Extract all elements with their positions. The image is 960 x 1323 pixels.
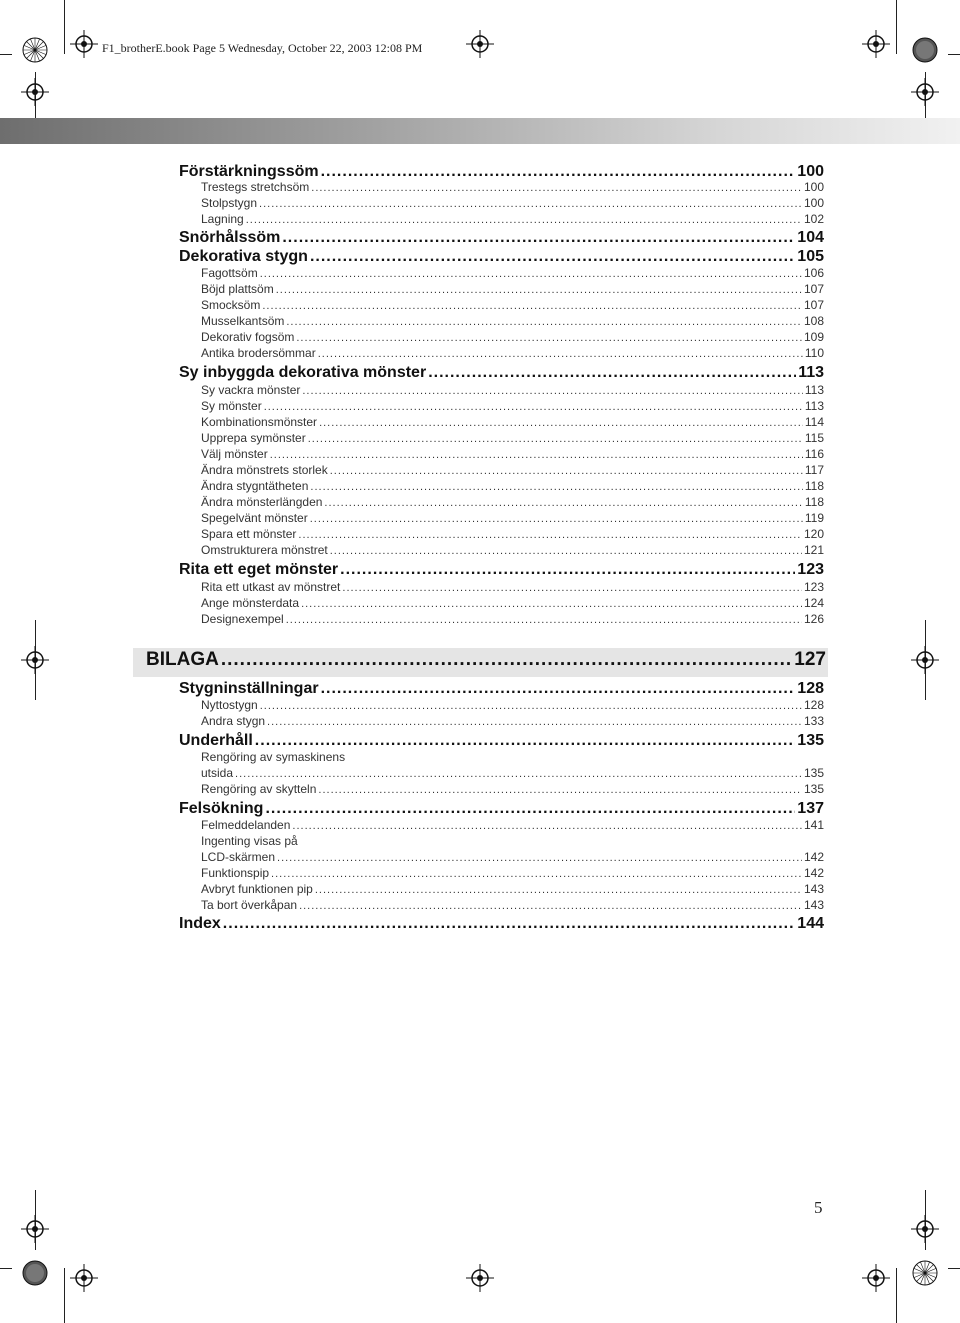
toc-entry-page: 135 [803, 766, 824, 780]
toc-entry-label: Stolpstygn [201, 196, 258, 210]
toc-chapter-entry[interactable] [179, 561, 824, 579]
dot-leader [324, 497, 802, 509]
toc-entry-page: 100 [803, 180, 824, 194]
dot-leader [246, 214, 802, 226]
toc-subentry[interactable] [201, 612, 824, 626]
dot-leader [260, 268, 802, 280]
dot-leader [298, 529, 802, 541]
toc-subentry[interactable] [201, 898, 824, 912]
toc-subentry[interactable] [201, 196, 824, 210]
toc-entry-label: Stygninställningar [179, 680, 319, 697]
dot-leader [271, 868, 802, 880]
dot-leader [310, 513, 803, 525]
toc-entry-label: Lagning [201, 212, 244, 226]
dot-leader [428, 364, 796, 382]
dot-leader [310, 481, 802, 493]
dot-leader [267, 716, 802, 728]
dot-leader [342, 582, 802, 594]
dot-leader [255, 732, 796, 750]
dot-leader [277, 852, 802, 864]
toc-entry-page: 123 [803, 580, 824, 594]
toc-entry-label: Välj mönster [201, 447, 268, 461]
dot-leader [321, 163, 796, 181]
toc-entry-label: Dekorativ fogsöm [201, 330, 295, 344]
toc-entry-label: Ta bort överkåpan [201, 898, 298, 912]
toc-subentry[interactable] [201, 850, 824, 864]
toc-subentry[interactable] [201, 399, 824, 413]
toc-entry-page: 107 [803, 298, 824, 312]
dot-leader [318, 348, 803, 360]
dot-leader [286, 614, 802, 626]
toc-entry-continued[interactable]: Rengöring av symaskinens [201, 750, 346, 764]
toc-entry-page: 143 [803, 882, 824, 896]
toc-entry-page: 114 [804, 415, 824, 429]
dot-leader [286, 316, 802, 328]
toc-entry-page: 133 [803, 714, 824, 728]
toc-entry-page: 113 [798, 364, 824, 381]
toc-subentry[interactable] [201, 314, 824, 328]
toc-subentry[interactable] [201, 415, 824, 429]
section-heading-bilaga[interactable] [146, 649, 826, 671]
toc-subentry[interactable] [201, 346, 824, 360]
toc-entry-label: Index [179, 915, 221, 932]
toc-chapter-entry[interactable] [179, 680, 824, 698]
file-info-header: F1_brotherE.book Page 5 Wednesday, October 22, 2003 12:08 PM [102, 41, 423, 55]
toc-subentry[interactable] [201, 580, 824, 594]
toc-entry-page: 123 [797, 561, 824, 578]
toc-entry-label: utsida [201, 766, 234, 780]
dot-leader [262, 300, 802, 312]
toc-entry-page: 143 [803, 898, 824, 912]
toc-entry-label: Fagottsöm [201, 266, 258, 280]
toc-subentry[interactable] [201, 882, 824, 896]
toc-subentry[interactable] [201, 714, 824, 728]
toc-subentry[interactable] [201, 463, 824, 477]
toc-entry-page: 135 [803, 782, 824, 796]
page-number: 5 [814, 1198, 823, 1217]
toc-entry-label: Ändra mönsterlängden [201, 495, 323, 509]
toc-subentry[interactable] [201, 447, 824, 461]
toc-entry-page: 128 [797, 680, 824, 697]
dot-leader [276, 284, 802, 296]
dot-leader [315, 884, 802, 896]
dot-leader [282, 229, 795, 247]
toc-entry-page: 144 [797, 915, 824, 932]
toc-entry-page: 104 [797, 229, 824, 246]
toc-subentry[interactable] [201, 479, 824, 493]
toc-subentry[interactable] [201, 596, 824, 610]
dot-leader [311, 182, 802, 194]
toc-entry-label: Snörhålssöm [179, 229, 281, 246]
toc-entry-label: Rita ett eget mönster [179, 561, 339, 578]
toc-entry-label: Rengöring av skytteln [201, 782, 317, 796]
toc-entry-label: Felmeddelanden [201, 818, 291, 832]
toc-entry-page: 118 [804, 495, 824, 509]
toc-entry-label: Upprepa symönster [201, 431, 306, 445]
dot-leader [299, 900, 802, 912]
dot-leader [264, 401, 803, 413]
dot-leader [308, 433, 803, 445]
dot-leader [310, 248, 795, 266]
toc-entry-page: 135 [797, 732, 824, 749]
dot-leader [302, 385, 802, 397]
toc-entry-label: Sy mönster [201, 399, 262, 413]
toc-entry-label: Ändra mönstrets storlek [201, 463, 328, 477]
toc-entry-label: Musselkantsöm [201, 314, 285, 328]
toc-subentry[interactable] [201, 212, 824, 226]
dot-leader [296, 332, 802, 344]
toc-entry-page: 102 [803, 212, 824, 226]
toc-entry-label: Förstärkningssöm [179, 163, 319, 180]
toc-entry-page: 110 [804, 346, 824, 360]
dot-leader [321, 680, 796, 698]
toc-subentry[interactable] [201, 543, 824, 557]
toc-entry-page: 107 [803, 282, 824, 296]
toc-entry-page: 120 [803, 527, 824, 541]
toc-chapter-entry[interactable] [179, 915, 824, 933]
toc-entry-label: Designexempel [201, 612, 284, 626]
toc-chapter-entry[interactable] [179, 364, 824, 382]
toc-entry-label: Avbryt funktionen pip [201, 882, 313, 896]
toc-entry-page: 106 [803, 266, 824, 280]
toc-subentry[interactable] [201, 180, 824, 194]
toc-subentry[interactable] [201, 266, 824, 280]
toc-entry-label: Smocksöm [201, 298, 261, 312]
toc-entry-page: 128 [803, 698, 824, 712]
toc-subentry[interactable] [201, 698, 824, 712]
toc-entry-page: 118 [804, 479, 824, 493]
toc-entry-page: 126 [803, 612, 824, 626]
toc-entry-page: 116 [804, 447, 824, 461]
dot-leader [270, 449, 803, 461]
toc-subentry[interactable] [201, 495, 824, 509]
toc-chapter-entry[interactable] [179, 163, 824, 181]
toc-entry-page: 142 [803, 866, 824, 880]
toc-subentry[interactable] [201, 527, 824, 541]
toc-subentry[interactable] [201, 330, 824, 344]
toc-entry-label: Sy vackra mönster [201, 383, 301, 397]
toc-entry-label: Sy inbyggda dekorativa mönster [179, 364, 427, 381]
toc-entry-page: 115 [804, 431, 824, 445]
toc-entry-label: Spegelvänt mönster [201, 511, 308, 525]
toc-entry-label: Ange mönsterdata [201, 596, 300, 610]
toc-subentry[interactable] [201, 383, 824, 397]
dot-leader [235, 768, 802, 780]
toc-entry-label: Felsökning [179, 800, 264, 817]
dot-leader [223, 915, 796, 933]
toc-subentry[interactable] [201, 818, 824, 832]
toc-entry-page: 108 [803, 314, 824, 328]
dot-leader [330, 465, 803, 477]
toc-entry-page: 142 [803, 850, 824, 864]
dot-leader [292, 820, 802, 832]
toc-chapter-entry[interactable] [179, 732, 824, 750]
toc-entry-page: 119 [804, 511, 824, 525]
toc-entry-page: 113 [804, 383, 824, 397]
toc-entry-label: Antika brodersömmar [201, 346, 316, 360]
dot-leader [301, 598, 802, 610]
toc-entry-label: LCD-skärmen [201, 850, 276, 864]
toc-entry-page: 109 [803, 330, 824, 344]
toc-chapter-entry[interactable] [179, 248, 824, 266]
toc-entry-page: 124 [803, 596, 824, 610]
toc-entry-label: Trestegs stretchsöm [201, 180, 310, 194]
toc-entry-page: 121 [803, 543, 824, 557]
toc-entry-label: Andra stygn [201, 714, 266, 728]
toc-entry-page: 100 [797, 163, 824, 180]
toc-entry-label: Funktionspip [201, 866, 270, 880]
dot-leader [319, 417, 803, 429]
toc-entry-page: 100 [803, 196, 824, 210]
toc-entry-label: Rita ett utkast av mönstret [201, 580, 341, 594]
toc-subentry[interactable] [201, 866, 824, 880]
toc-entry-label: Dekorativa stygn [179, 248, 308, 265]
toc-subentry[interactable] [201, 298, 824, 312]
toc-entry-page: 105 [797, 248, 824, 265]
toc-entry-label: Omstrukturera mönstret [201, 543, 328, 557]
toc-chapter-entry[interactable] [179, 229, 824, 247]
section-heading-page: 127 [794, 649, 826, 670]
toc-entry-page: 117 [804, 463, 824, 477]
toc-entry-continued[interactable]: Ingenting visas på [201, 834, 298, 848]
toc-subentry[interactable] [201, 766, 824, 780]
dot-leader [260, 700, 802, 712]
toc-subentry[interactable] [201, 282, 824, 296]
toc-entry-label: Underhåll [179, 732, 253, 749]
dot-leader [318, 784, 802, 796]
toc-entry-label: Kombinationsmönster [201, 415, 318, 429]
toc-subentry[interactable] [201, 511, 824, 525]
toc-entry-label: Ändra stygntätheten [201, 479, 309, 493]
toc-entry-label: Spara ett mönster [201, 527, 297, 541]
section-heading-label: BILAGA [146, 649, 219, 670]
dot-leader [330, 545, 802, 557]
dot-leader [265, 800, 795, 818]
toc-subentry[interactable] [201, 782, 824, 796]
toc-entry-label: Böjd plattsöm [201, 282, 274, 296]
toc-chapter-entry[interactable] [179, 800, 824, 818]
toc-entry-label: Nyttostygn [201, 698, 258, 712]
dot-leader [259, 198, 802, 210]
dot-leader [221, 649, 792, 671]
toc-subentry[interactable] [201, 431, 824, 445]
toc-entry-page: 113 [804, 399, 824, 413]
dot-leader [340, 561, 795, 579]
toc-entry-page: 141 [803, 818, 824, 832]
toc-entry-page: 137 [797, 800, 824, 817]
